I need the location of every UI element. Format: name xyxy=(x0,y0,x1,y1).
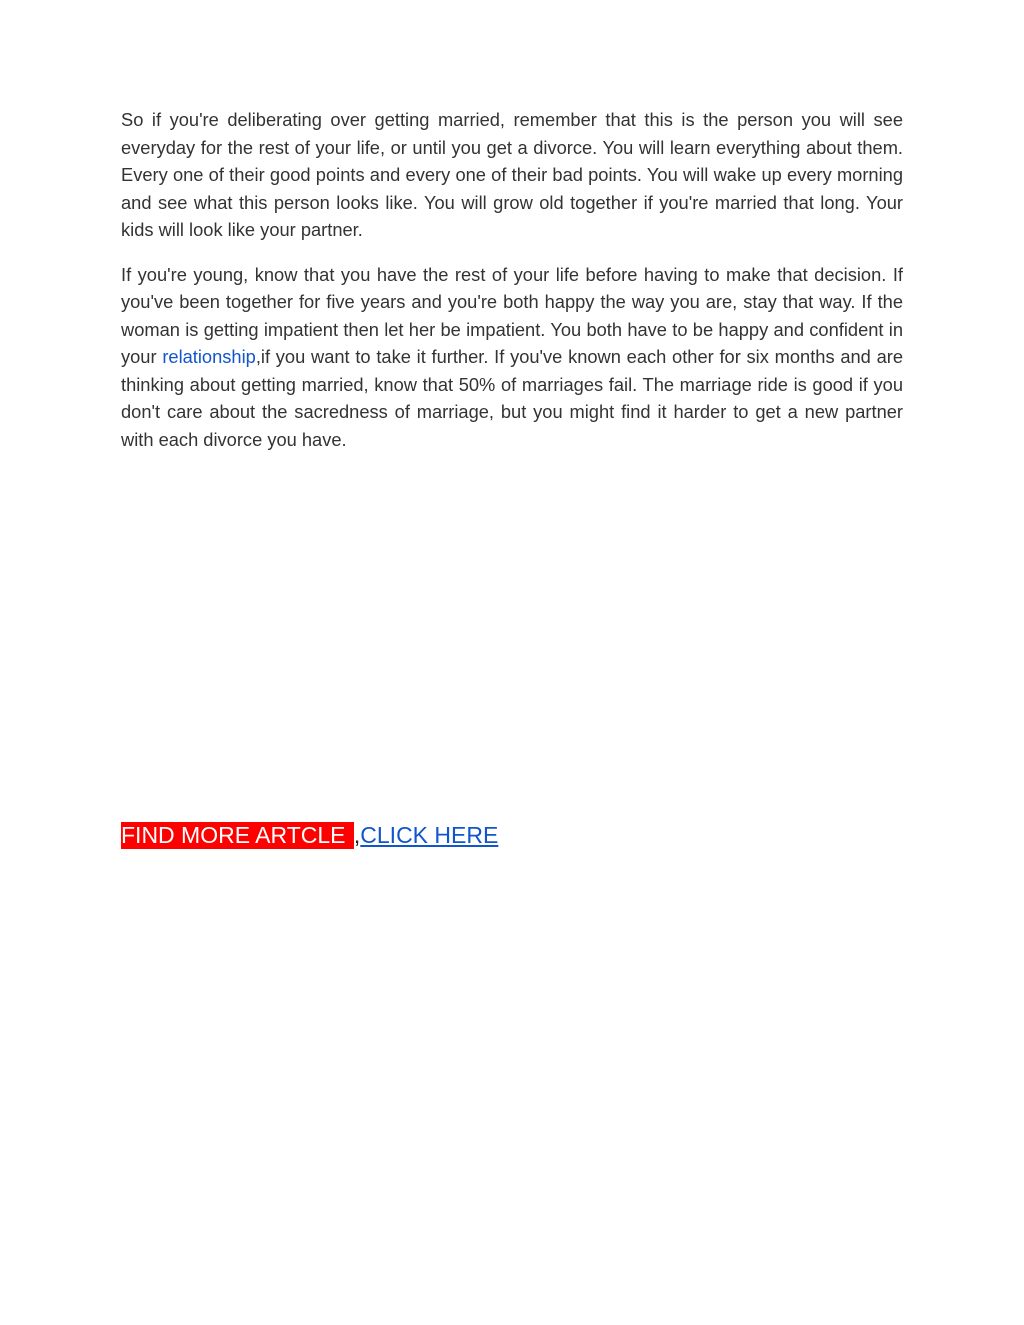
article-paragraph-2 xyxy=(121,261,903,454)
document-page xyxy=(121,106,903,453)
cta-separator: , xyxy=(353,822,361,848)
paragraph-2-text-before-link: If you're young, know that you have the rest of your life before having to make that decision. If you've been together for five years and you're both happy the way you are, stay that way. If the woman is getting impatient then let her be impatient. You both have to be happy and confident in your xyxy=(121,263,903,367)
relationship-link[interactable]: relationship xyxy=(162,346,256,367)
click-here-link[interactable]: CLICK HERE xyxy=(360,822,499,848)
find-more-article-line xyxy=(121,820,498,850)
find-more-article-highlight: FIND MORE ARTCLE xyxy=(121,822,352,848)
article-paragraph-1: So if you're deliberating over getting married, remember that this is the person you will see everyday for the rest of your life, or until you get a divorce. You will learn everything about them. Every one of their good points and every one of their bad points. You will wake up every morning and see what this person looks like. You will grow old together if you're married that long. Your kids will look like your partner. xyxy=(121,109,903,240)
paragraph-2-text-after-link: ,if you want to take it further. If you've known each other for six months and are thinking about getting married, know that 50% of marriages fail. The marriage ride is good if you don't care about the sacredness of marriage, but you might find it harder to get a new partner with each divorce you have. xyxy=(121,346,903,450)
